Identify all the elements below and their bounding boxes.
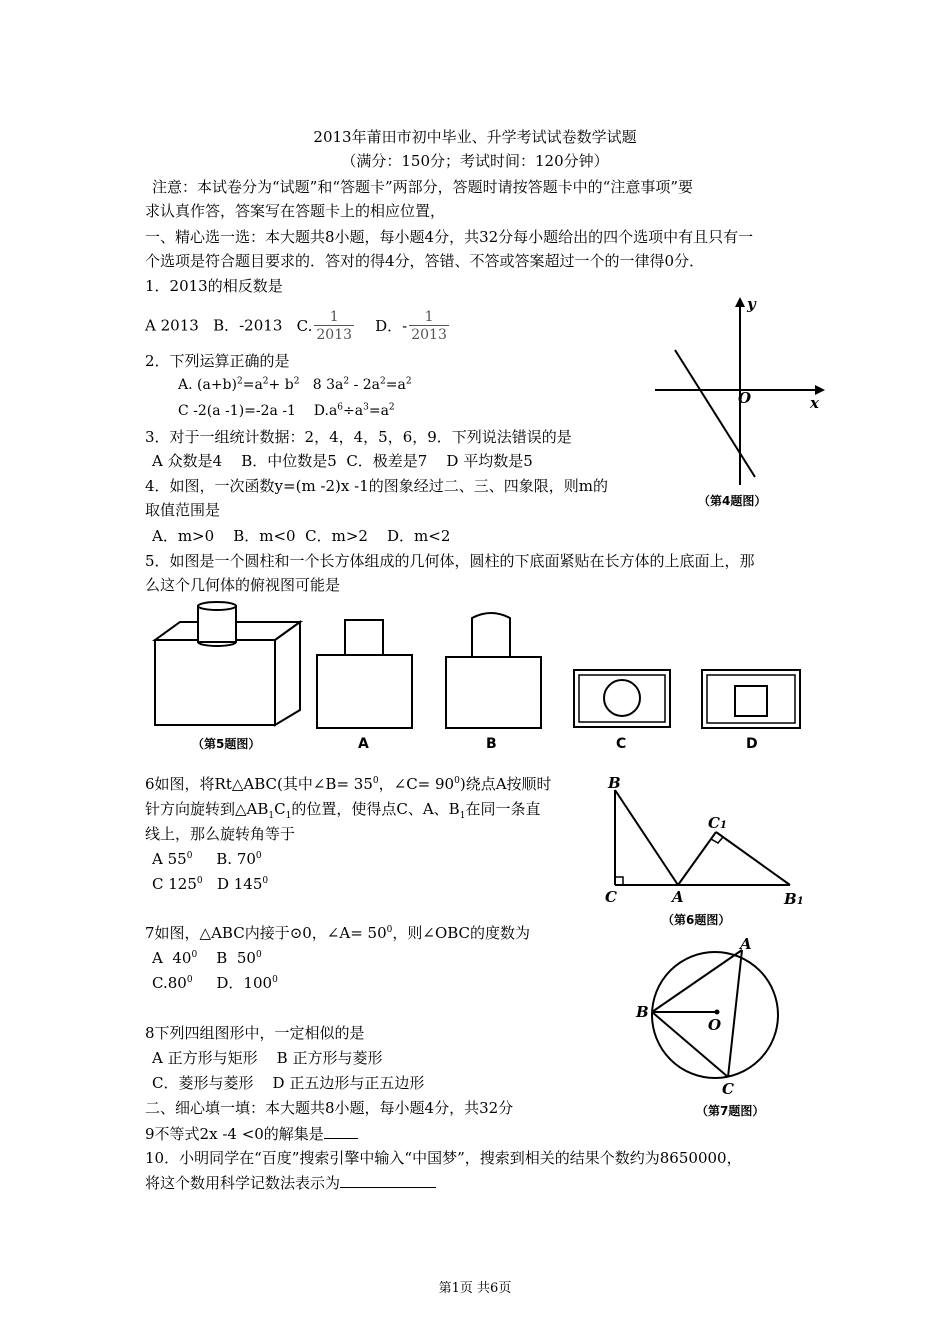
q5-label-b: B xyxy=(486,736,497,752)
q6-caption: （第6题图） xyxy=(662,913,731,927)
q10-line-2 xyxy=(145,1172,436,1193)
notice-line-2: 求认真作答，答案写在答题卡上的相应位置， xyxy=(145,202,446,220)
q6-options-1: A $55^0$ B. $70^0$ xyxy=(152,850,262,868)
q6-options-2: C $125^0$ D $145^0$ xyxy=(152,875,269,893)
q6-label-b1: B1 xyxy=(784,890,804,908)
q5-label-a: A xyxy=(358,736,369,752)
q1-d-denominator: 2013 xyxy=(411,327,447,343)
q1-option-c xyxy=(296,309,356,343)
q4-stem-1: 4．如图，一次函数y=(m -2)x -1的图象经过二、三、四象限，则m的 xyxy=(145,477,608,495)
q7-label-b: B xyxy=(636,1003,649,1021)
q9-line xyxy=(145,1123,358,1144)
q6-stem-3: 线上，那么旋转角等于 xyxy=(145,825,296,843)
q8-stem: 8下列四组图形中，一定相似的是 xyxy=(145,1024,365,1042)
q1-option-d xyxy=(375,309,451,343)
q5-caption: （第5题图） xyxy=(192,737,261,751)
page-footer: 第1页 共6页 xyxy=(438,1281,512,1296)
q6-label-b: B xyxy=(608,774,621,792)
q5-option-c-figure xyxy=(574,670,670,727)
q2-options-line-2: C -2(a -1)=-2a -1 $D.a^6\div a^3=a^2$ xyxy=(178,402,395,419)
q4-origin-label: O xyxy=(738,389,752,407)
q7-options-2: $C.80^0$ D．$100^0$ xyxy=(152,974,278,992)
q5-stem-1: 5．如图是一个圆柱和一个长方体组成的几何体，圆柱的下底面紧贴在长方体的上底面上，那 xyxy=(145,552,755,570)
q5-option-a-figure xyxy=(317,620,412,728)
q7-label-a: A xyxy=(740,935,752,953)
q1-stem: 1．2013的相反数是 xyxy=(145,277,283,295)
q7-figure xyxy=(630,930,820,1125)
q7-label-o: O xyxy=(708,1016,722,1034)
q5-figures xyxy=(150,600,810,760)
q1-d-numerator: 1 xyxy=(424,309,434,325)
page-subtitle: （满分：150分；考试时间：120分钟） xyxy=(341,152,609,170)
q1-option-c-fraction xyxy=(314,309,354,344)
section1-line-2: 个选项是符合题目要求的．答对的得4分，答错、不答或答案超过一个的一律得0分． xyxy=(145,252,705,270)
q4-function-line xyxy=(675,350,755,477)
q6-figure xyxy=(600,770,815,930)
q1-c-numerator: 1 xyxy=(329,309,339,325)
q6-label-a: A xyxy=(672,888,684,906)
page-title: 2013年莆田市初中毕业、升学考试试卷数学试题 xyxy=(313,128,637,146)
q3-options: A 众数是4 B．中位数是5 C．极差是7 D 平均数是5 xyxy=(152,452,533,470)
q6-stem-1: 6如图，将Rt△ABC(其中∠B= $35^0$，∠C= $90^0$)绕点A按顺时 xyxy=(145,775,552,793)
q5-stem-2: 么这个几何体的俯视图可能是 xyxy=(145,576,341,594)
q4-x-label: x xyxy=(810,394,819,412)
notice-line-1: 注意：本试卷分为“试题”和“答题卡”两部分，答题时请按答题卡中的“注意事项”要 xyxy=(152,178,694,196)
q2-stem: 2．下列运算正确的是 xyxy=(145,352,290,370)
q6-label-c1: C1 xyxy=(708,814,727,832)
q1-options xyxy=(145,309,451,344)
q1-option-b: B．-2013 xyxy=(213,316,283,335)
q1-option-d-fraction xyxy=(409,309,449,344)
q5-label-d: D xyxy=(746,736,758,752)
q5-solid xyxy=(155,602,300,725)
q1-c-denominator: 2013 xyxy=(316,327,353,343)
q4-options: A．m>0 B．m<0 C．m>2 D．m<2 xyxy=(152,527,451,545)
q7-circle xyxy=(652,952,778,1078)
q5-label-c: C xyxy=(616,736,627,752)
q3-stem: 3．对于一组统计数据：2，4，4，5，6，9．下列说法错误的是 xyxy=(145,428,572,446)
q7-center-point xyxy=(715,1010,720,1015)
q9-answer-blank xyxy=(324,1123,358,1139)
q4-stem-2: 取值范围是 xyxy=(145,501,221,519)
q7-label-c: C xyxy=(722,1080,734,1098)
section2-heading: 二、细心填一填：本大题共8小题，每小题4分，共32分 xyxy=(145,1099,514,1117)
q4-caption: （第4题图） xyxy=(698,494,767,508)
q1-option-c-prefix: C. xyxy=(296,316,313,335)
q1-option-d-prefix: D．- xyxy=(375,316,408,335)
q1-option-a: A 2013 xyxy=(145,316,199,335)
q4-figure xyxy=(650,295,830,515)
q5-option-d-figure xyxy=(702,670,800,728)
q4-y-label: y xyxy=(747,295,756,313)
q8-options-1: A 正方形与矩形 B 正方形与菱形 xyxy=(152,1049,383,1067)
q6-label-c: C xyxy=(605,888,617,906)
q5-option-b-figure xyxy=(446,613,541,728)
q10-stem-2: 将这个数用科学记数法表示为 xyxy=(145,1174,341,1192)
q8-options-2: C．菱形与菱形 D 正五边形与正五边形 xyxy=(152,1074,425,1092)
q7-stem: 7如图，△ABC内接于⊙0，∠A= $50^0$，则∠OBC的度数为 xyxy=(145,924,531,942)
q4-y-arrow xyxy=(735,297,745,307)
q9-stem: 9不等式2x -4 <0的解集是 xyxy=(145,1125,324,1143)
q10-stem-1: 10．小明同学在“百度”搜索引擎中输入“中国梦”，搜索到相关的结果个数约为8650000， xyxy=(145,1149,742,1167)
q7-caption: （第7题图） xyxy=(696,1104,765,1118)
q10-answer-blank xyxy=(340,1172,436,1188)
q2-options-line-1: A. $(a+b)^2=a^2+ b^2$ 8 $3a^2 - 2a^2=a^2$ xyxy=(178,376,412,393)
q6-stem-2: 针方向旋转到$\triangle AB_1C_1$的位置，使得点C、A、$B_1$在同一条直 xyxy=(145,800,541,821)
section1-line-1: 一、精心选一选：本大题共8小题，每小题4分，共32分每小题给出的四个选项中有且只有一 xyxy=(145,228,754,246)
q7-options-1: A $40^0$ B $50^0$ xyxy=(152,949,262,967)
